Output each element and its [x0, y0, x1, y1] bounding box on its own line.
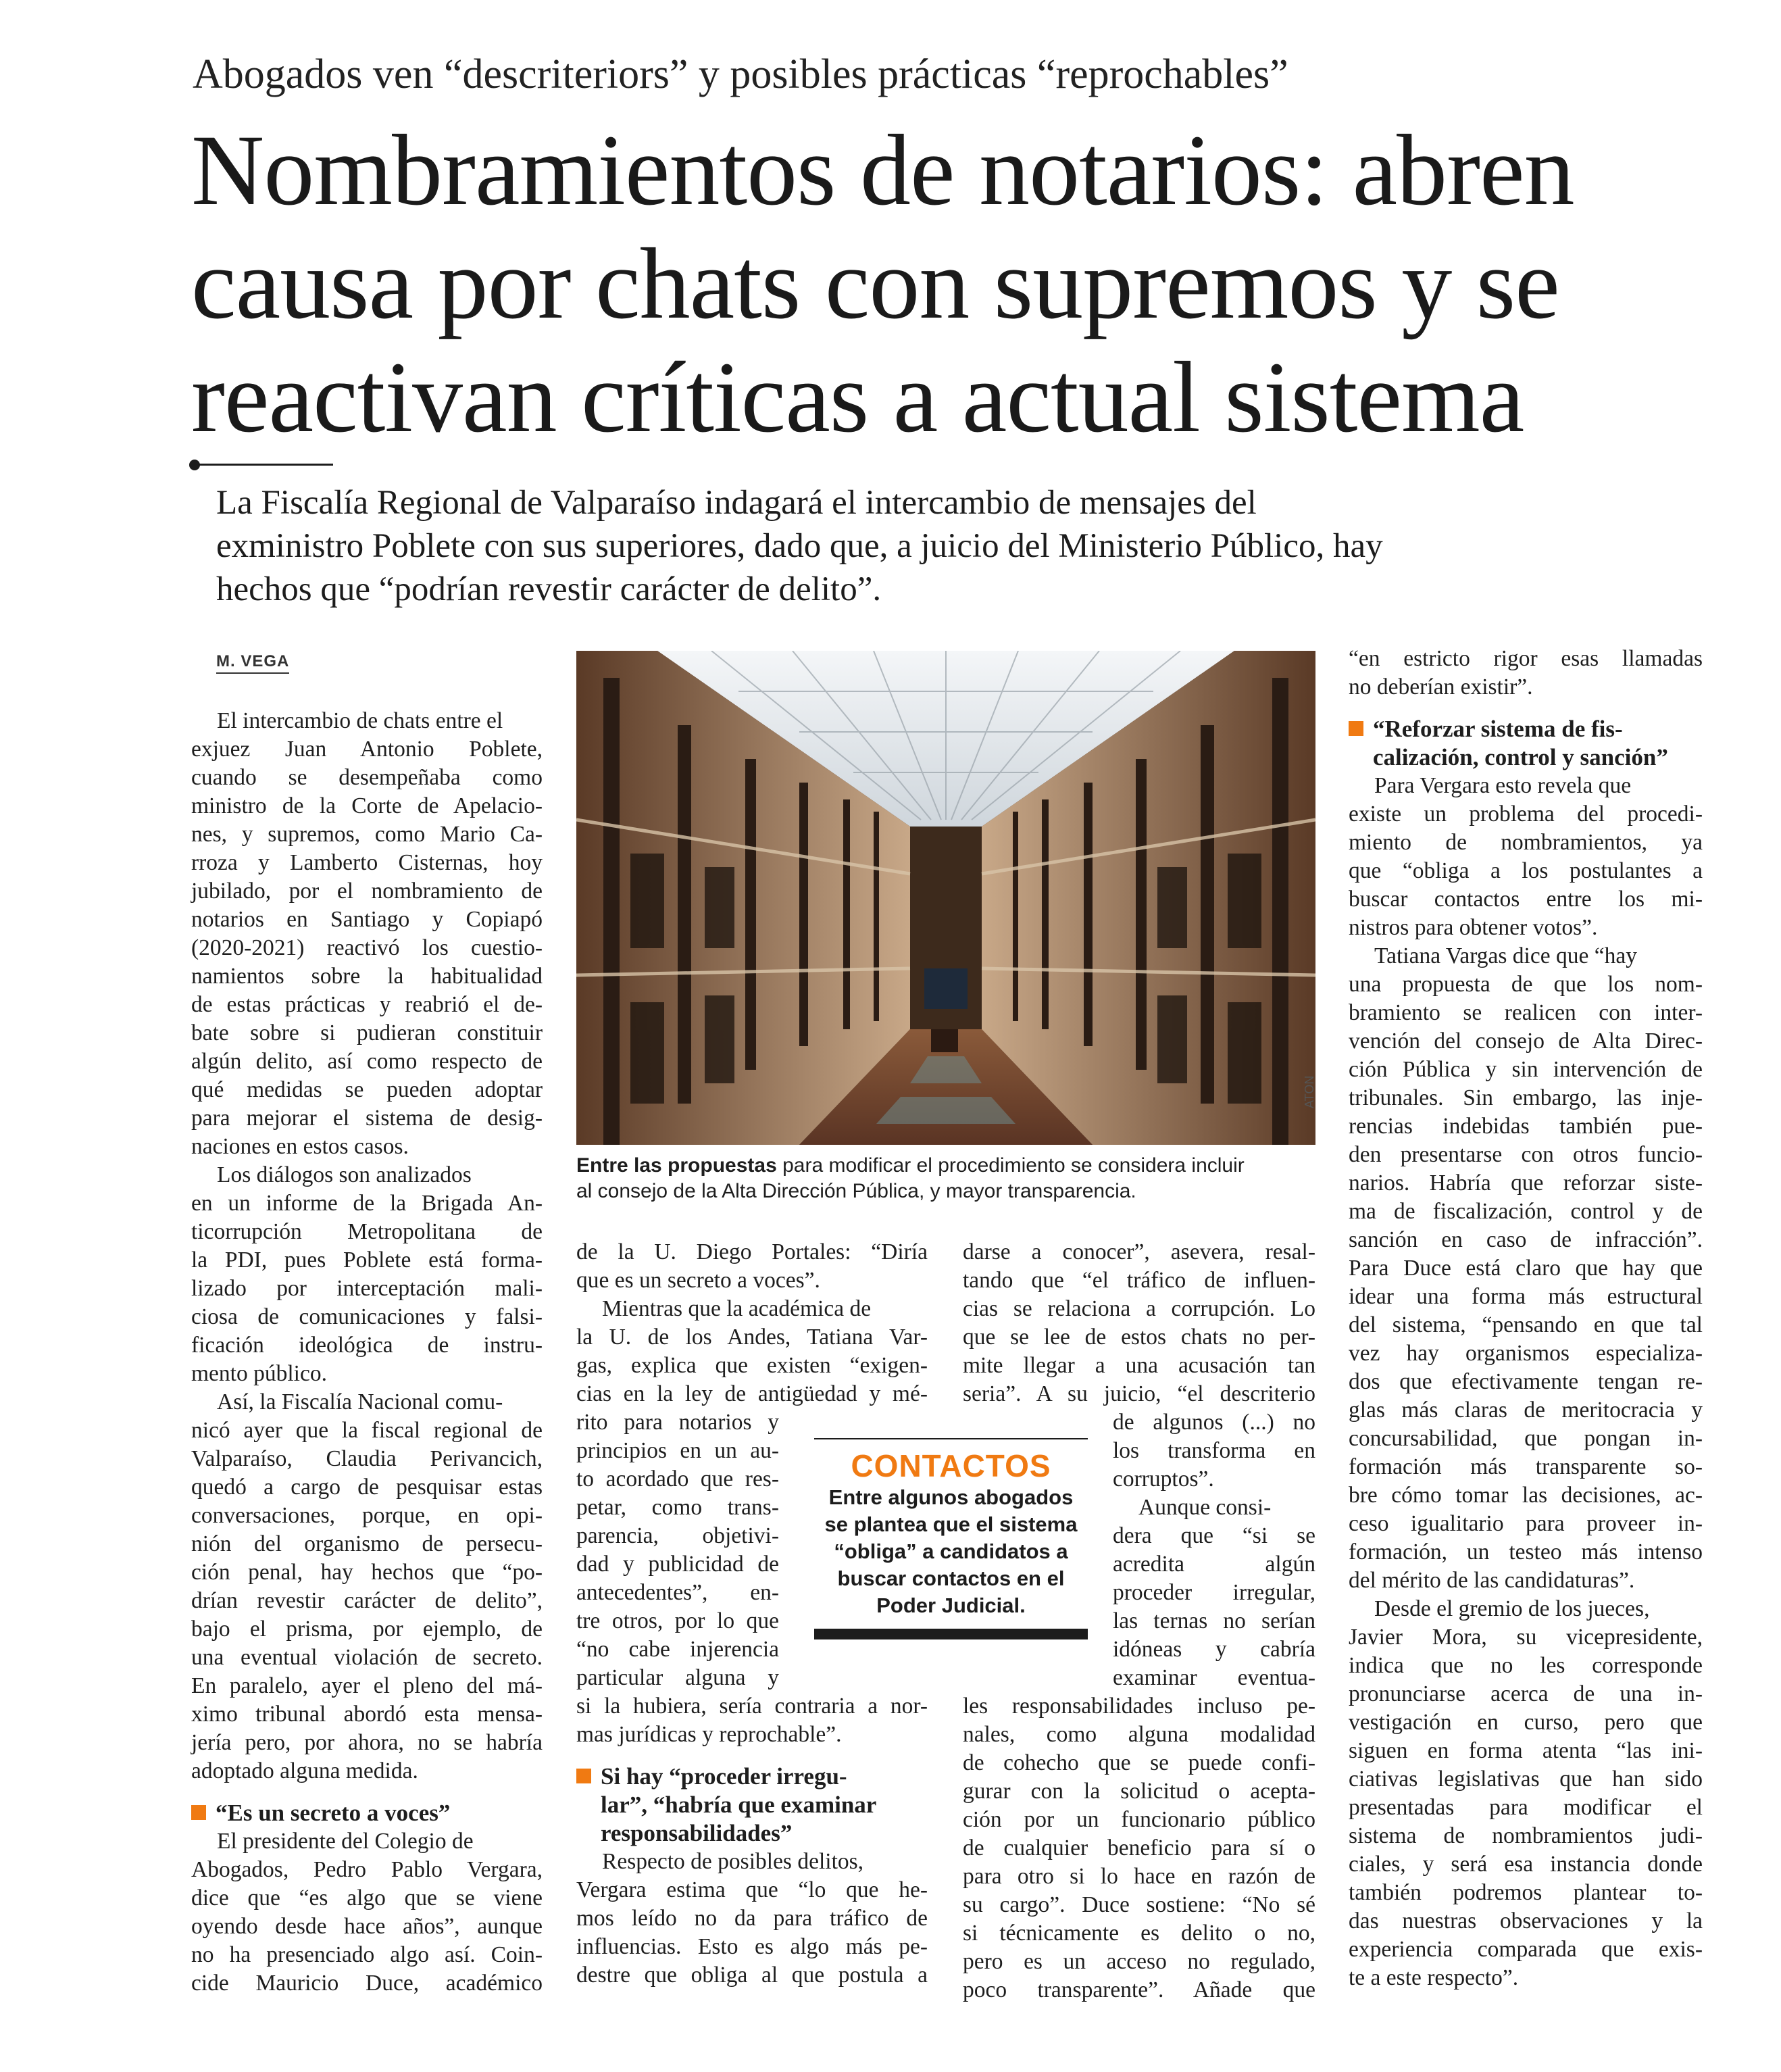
body-line: Javier Mora, su vicepresidente, [1349, 1625, 1703, 1650]
body-line: cias se relaciona a corrupción. Lo [963, 1296, 1315, 1321]
callout-top-rule [814, 1438, 1088, 1439]
body-line: presentadas para modificar el [1349, 1795, 1703, 1820]
photo-caption [576, 1153, 1320, 1204]
body-column-4 [1349, 645, 1703, 1992]
body-line: de cualquier beneficio para sí o [963, 1835, 1315, 1860]
body-line: experiencia comparada que exis- [1349, 1937, 1703, 1962]
body-line: bate sobre si pudieran constituir [191, 1020, 543, 1045]
body-line: antecedentes”, en- [576, 1580, 779, 1605]
body-line: si técnicamente es delito o no, [963, 1921, 1315, 1946]
body-line: existe un problema del procedi- [1349, 801, 1703, 827]
body-line: examinar eventua- [1113, 1665, 1315, 1690]
body-line: En paralelo, ayer el pleno del má- [191, 1673, 543, 1698]
body-line: jería pero, por ahora, no se habría [191, 1730, 543, 1755]
body-line: den presentarse con otros funcio- [1349, 1142, 1703, 1167]
contactos-callout [814, 1438, 1088, 1639]
headline-line: reactivan críticas a actual sistema [191, 341, 1524, 453]
body-line: las ternas no serían [1113, 1608, 1315, 1633]
caption-line: al consejo de la Alta Dirección Pública, y mayor transparencia. [576, 1180, 1136, 1202]
lead-line: La Fiscalía Regional de Valparaíso indagará el intercambio de mensajes del [216, 484, 1257, 522]
body-line: formación, un testeo más intenso [1349, 1539, 1703, 1564]
subheading-line [1349, 743, 1703, 772]
body-line: “no cabe injerencia [576, 1637, 779, 1662]
body-line: una eventual violación de secreto. [191, 1645, 543, 1670]
body-line: idóneas y cabría [1113, 1637, 1315, 1662]
body-line: adoptado alguna medida. [191, 1758, 418, 1783]
subheading-line [576, 1762, 928, 1791]
body-column-1 [191, 707, 543, 1998]
body-line: para mejorar el sistema de desig- [191, 1106, 543, 1131]
body-line: “en estricto rigor esas llamadas [1349, 646, 1703, 671]
body-line: que “obliga a los postulantes a [1349, 858, 1703, 883]
body-line: tre otros, por lo que [576, 1608, 779, 1633]
body-line: Abogados, Pedro Pablo Vergara, [191, 1857, 543, 1882]
lead-paragraph [216, 481, 1716, 611]
body-line: ciativas legislativas que han sido [1349, 1767, 1703, 1792]
body-line: Vergara estima que “lo que he- [576, 1877, 928, 1902]
body-line: concursabilidad, que pongan in- [1349, 1426, 1703, 1451]
body-line: dos que efectivamente tengan re- [1349, 1369, 1703, 1394]
body-line: que se lee de estos chats no per- [963, 1325, 1315, 1350]
body-line: mento público. [191, 1361, 327, 1386]
subheading-text: “Es un secreto a voces” [216, 1800, 451, 1826]
arcade-photo [576, 651, 1315, 1145]
body-line: El intercambio de chats entre el [217, 708, 503, 733]
body-line: la PDI, pues Poblete está forma- [191, 1248, 543, 1273]
body-line: darse a conocer”, asevera, resal- [963, 1239, 1315, 1264]
body-line: cias en la ley de antigüedad y mé- [576, 1381, 928, 1406]
body-line: Valparaíso, Claudia Perivancich, [191, 1446, 543, 1471]
body-line: proceder irregular, [1113, 1580, 1315, 1605]
body-line: si la hubiera, sería contraria a nor- [576, 1694, 928, 1719]
body-line: namientos sobre la habitualidad [191, 964, 543, 989]
body-line: quedó a cargo de pesquisar estas [191, 1475, 543, 1500]
body-line: del mérito de las candidaturas”. [1349, 1568, 1635, 1593]
subheading-text: Si hay “proceder irregu- [601, 1763, 847, 1790]
body-line: la U. de los Andes, Tatiana Var- [576, 1325, 928, 1350]
body-line: Los diálogos son analizados [217, 1162, 472, 1187]
body-line: ficación ideológica de instru- [191, 1333, 543, 1358]
body-line: qué medidas se pueden adoptar [191, 1077, 543, 1102]
paragraph-gap [576, 1749, 928, 1762]
body-line: dice que “es algo que se viene [191, 1885, 543, 1910]
body-line: idear una forma más estructural [1349, 1284, 1703, 1309]
callout-line: “obliga” a candidatos a [834, 1539, 1068, 1563]
subheading-line [576, 1791, 928, 1819]
body-line: oyendo desde hace años”, aunque [191, 1914, 543, 1939]
body-line: de estas prácticas y reabrió el de- [191, 992, 543, 1017]
body-line: cuando se desempeñaba como [191, 765, 543, 790]
headline-line: Nombramientos de notarios: abren [191, 114, 1574, 226]
body-line: para otro si lo hace en razón de [963, 1864, 1315, 1889]
body-line: nes, y supremos, como Mario Ca- [191, 822, 543, 847]
subheading-bullet-icon [576, 1769, 591, 1783]
body-line: Para Vergara esto revela que [1374, 773, 1632, 798]
body-line: ción penal, hay hechos que “po- [191, 1560, 543, 1585]
body-line: parencia, objetivi- [576, 1523, 779, 1548]
photo-credit: ATON [1303, 1075, 1316, 1108]
body-line: algún delito, así como respecto de [191, 1049, 543, 1074]
subheading-text: “Reforzar sistema de fis- [1373, 716, 1623, 742]
subheading-text: responsabilidades” [601, 1820, 793, 1846]
callout-bottom-bar [814, 1629, 1088, 1639]
body-line: principios en un au- [576, 1438, 779, 1463]
body-line: nicó ayer que la fiscal regional de [191, 1418, 543, 1443]
body-line: de la U. Diego Portales: “Diría [576, 1239, 928, 1264]
kicker: Abogados ven “descriteriors” y posibles prácticas “reprochables” [193, 51, 1288, 97]
paragraph-gap [191, 1785, 543, 1799]
callout-line: Entre algunos abogados [828, 1485, 1074, 1509]
body-line: pero es un acceso no regulado, [963, 1949, 1315, 1974]
headline-line: causa por chats con supremos y se [191, 228, 1559, 340]
body-line: Tatiana Vargas dice que “hay [1374, 943, 1637, 968]
arcade-interior-illustration [576, 651, 1315, 1145]
body-line: El presidente del Colegio de [217, 1829, 474, 1854]
body-line: vestigación en curso, pero que [1349, 1710, 1703, 1735]
lead-divider [191, 464, 333, 466]
body-line: ceso igualitario para proveer in- [1349, 1511, 1703, 1536]
body-line: miento de nombramientos, ya [1349, 830, 1703, 855]
body-line: exjuez Juan Antonio Poblete, [191, 737, 543, 762]
caption-text: para modificar el procedimiento se considera incluir [782, 1154, 1245, 1177]
body-line: drían revestir carácter de delito”, [191, 1588, 543, 1613]
body-line: glas más claras de meritocracia y [1349, 1398, 1703, 1423]
body-line: ción por un funcionario público [963, 1807, 1315, 1832]
caption-line [576, 1153, 1320, 1179]
body-line: Respecto de posibles delitos, [602, 1849, 864, 1874]
body-line: ción Pública y sin intervención de [1349, 1057, 1703, 1082]
subheading-bullet-icon [1349, 721, 1363, 736]
body-line: to acordado que res- [576, 1466, 779, 1491]
body-line: ximo tribunal abordó esta mensa- [191, 1702, 543, 1727]
body-line: Para Duce está claro que hay que [1349, 1256, 1703, 1281]
body-line: Aunque consi- [1138, 1495, 1272, 1520]
lead-line: hechos que “podrían revestir carácter de delito”. [216, 570, 882, 608]
body-line: destre que obliga al que postula a [576, 1963, 928, 1988]
body-line: Mientras que la académica de [602, 1296, 872, 1321]
body-line: lizado por interceptación mali- [191, 1276, 543, 1301]
body-line: bramiento se realicen con inter- [1349, 1000, 1703, 1025]
body-line: ma de fiscalización, control y de [1349, 1199, 1703, 1224]
caption-lead: Entre las propuestas [576, 1154, 777, 1177]
subheading-line [576, 1819, 928, 1848]
body-line: una propuesta de que los nom- [1349, 972, 1703, 997]
body-line: los transforma en [1113, 1438, 1315, 1463]
body-line: (2020-2021) reactivó los cuestio- [191, 935, 543, 960]
body-line: nales, como alguna modalidad [963, 1722, 1315, 1747]
body-line: ministro de la Corte de Apelacio- [191, 793, 543, 818]
body-line: acredita algún [1113, 1552, 1315, 1577]
body-line: bajo el prisma, por ejemplo, de [191, 1617, 543, 1642]
body-line: pronunciarse acerca de una in- [1349, 1681, 1703, 1706]
body-line: cide Mauricio Duce, académico [191, 1971, 543, 1996]
body-line: en un informe de la Brigada An- [191, 1191, 543, 1216]
body-line: que es un secreto a voces”. [576, 1268, 820, 1293]
body-line: buscar contactos entre los mi- [1349, 887, 1703, 912]
body-line: das nuestras observaciones y la [1349, 1908, 1703, 1933]
body-line: no ha presenciado algo así. Coin- [191, 1942, 543, 1967]
body-line: sanción en caso de infracción”. [1349, 1227, 1703, 1252]
body-line: Desde el gremio de los jueces, [1374, 1596, 1650, 1621]
body-line: de algunos (...) no [1113, 1410, 1315, 1435]
subheading-text: calización, control y sanción” [1373, 744, 1668, 770]
body-line: nión del organismo de persecu- [191, 1531, 543, 1556]
body-line: mite llegar a una acusación tan [963, 1353, 1315, 1378]
body-line: tribunales. Sin embargo, las inje- [1349, 1085, 1703, 1110]
body-line: su cargo”. Duce sostiene: “No sé [963, 1892, 1315, 1917]
body-line: corruptos”. [1113, 1466, 1214, 1491]
subheading-bullet-icon [191, 1805, 206, 1820]
body-line: gas, explica que existen “exigen- [576, 1353, 928, 1378]
body-line: rito para notarios y [576, 1410, 779, 1435]
body-line: dad y publicidad de [576, 1552, 779, 1577]
body-line: petar, como trans- [576, 1495, 779, 1520]
byline: M. VEGA [216, 652, 289, 674]
body-line: ciosa de comunicaciones y falsi- [191, 1304, 543, 1329]
body-line: dera que “si se [1113, 1523, 1315, 1548]
subheading-line [191, 1799, 543, 1827]
body-line: te a este respecto”. [1349, 1965, 1519, 1990]
lead-line: exministro Poblete con sus superiores, dado que, a juicio del Ministerio Público, hay [216, 527, 1383, 565]
subheading-text: lar”, “habría que examinar [601, 1792, 877, 1818]
body-line: bre cómo tomar las decisiones, ac- [1349, 1483, 1703, 1508]
body-line: vención del consejo de Alta Direc- [1349, 1029, 1703, 1054]
callout-line: buscar contactos en el [837, 1567, 1065, 1590]
body-line: también podremos plantear to- [1349, 1880, 1703, 1905]
callout-body [814, 1484, 1088, 1619]
headline [191, 114, 1759, 454]
body-line: ciales, y será esa instancia donde [1349, 1852, 1703, 1877]
paragraph-gap [1349, 701, 1703, 715]
body-line: rencias indebidas también pue- [1349, 1114, 1703, 1139]
body-line: ticorrupción Metropolitana de [191, 1219, 543, 1244]
body-line: formación más transparente so- [1349, 1454, 1703, 1479]
callout-line: se plantea que el sistema [824, 1512, 1078, 1536]
subheading-line [1349, 715, 1703, 743]
body-line: tando que “el tráfico de influen- [963, 1268, 1315, 1293]
body-line: mos leído no da para tráfico de [576, 1906, 928, 1931]
body-line: del sistema, “pensando en que tal [1349, 1312, 1703, 1337]
body-line: seria”. A su juicio, “el descriterio [963, 1381, 1315, 1406]
body-line: indica que no les corresponde [1349, 1653, 1703, 1678]
body-line: conversaciones, porque, en opi- [191, 1503, 543, 1528]
body-line: particular alguna y [576, 1665, 779, 1690]
callout-line: Poder Judicial. [876, 1594, 1026, 1617]
body-line: jubilado, por el nombramiento de [191, 879, 543, 904]
body-line: mas jurídicas y reprochable”. [576, 1722, 842, 1747]
body-line: narios. Habría que reforzar siste- [1349, 1170, 1703, 1195]
body-line: naciones en estos casos. [191, 1134, 409, 1159]
body-line: rroza y Lamberto Cisternas, hoy [191, 850, 543, 875]
body-line: gurar con la solicitud o acepta- [963, 1779, 1315, 1804]
body-line: vez hay organismos especializa- [1349, 1341, 1703, 1366]
body-line: no deberían existir”. [1349, 674, 1533, 699]
body-line: de cohecho que se puede confi- [963, 1750, 1315, 1775]
body-line: notarios en Santiago y Copiapó [191, 907, 543, 932]
body-line: sistema de nombramientos judi- [1349, 1823, 1703, 1848]
body-line: siguen en forma atenta “las ini- [1349, 1738, 1703, 1763]
body-line: les responsabilidades incluso pe- [963, 1694, 1315, 1719]
callout-title: CONTACTOS [851, 1448, 1051, 1483]
body-line: Así, la Fiscalía Nacional comu- [217, 1389, 503, 1414]
body-line: poco transparente”. Añade que [963, 1977, 1315, 2002]
body-line: influencias. Esto es algo más pe- [576, 1934, 928, 1959]
body-line: nistros para obtener votos”. [1349, 915, 1598, 940]
